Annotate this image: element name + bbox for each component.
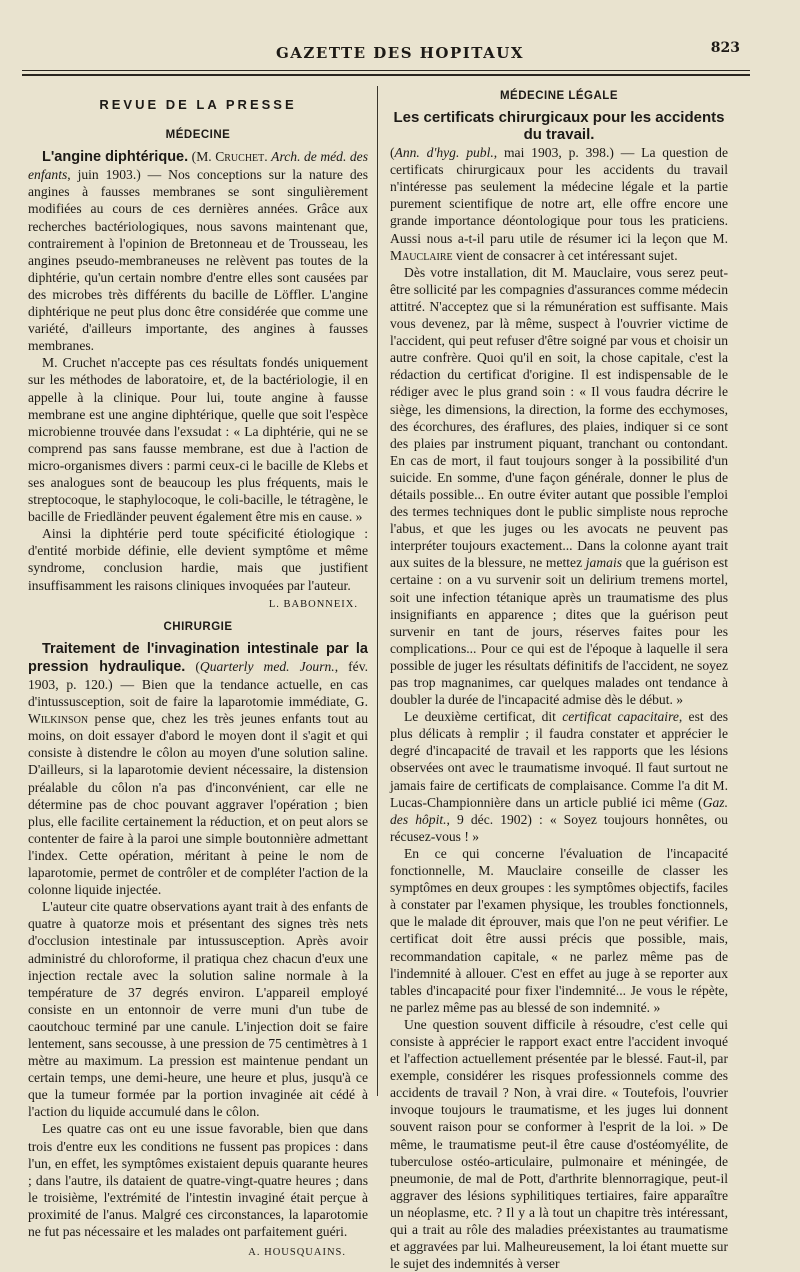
journal-cite: Quarterly med. Journ. (199, 658, 335, 674)
paragraph: Dès votre installation, dit M. Mauclaire, vous serez peut-être sollicité par les compagnies d'assurances comme médecin attitré. N'acceptez que si la rémunération est suffisante. Mais vous devenez, par là même, suspect à l'ouvrier victime de l'accident, qui peut refuser d'être soigné par vous et choisir un autre confrère. Quoi qu'il en soit, la chose capitale, c'est la rédaction du certificat d'origine. Il est indispensable de le rédiger avec le plus grand soin : « Il vous faudra décrire le siège, les dimensions, la direction, la forme des ecchymoses, des écorchures, des éraflures, des plaies, indiquer si ce sont des plaies par instrument piquant, tranchant ou contondant. En cas de mort, il faut toujours songer à la possibilité d'un suicide. En somme, d'une façon générale, donner le plus de détails possible... En outre éviter autant que possible l'emploi des termes techniques dont le public simpliste nous reproche l'abus, et que les juges ou les avocats ne peuvent pas interpréter toujours exactement... Dans la colonne ayant trait aux suites de la blessure, ne mettez jamais que la guérison est certaine : on a vu survenir soit un delirium tremens mortel, soit une infection tétanique après un traumatisme des plus insignifiants en apparence ; dites que la guérison peut survenir en tant de jours, réserves faites pour les complications... Pour ce qui est de l'époque à laquelle il sera possible de juger les résultats définitifs de l'accident, ne soyez pas trop magnanimes, car quelques malades ont tendance à doubler la durée de l'incapacité admise dès le début. » (390, 264, 729, 708)
article-invagination: Traitement de l'invagination intestinale par la pression hydraulique. (Quarterly med. Journ., fév. 1903, p. 120.) — Bien que la tendance actuelle, en cas d'intussusception, soit de faire la laparotomie immédiate, G. Wilkinson pense que, chez les très jeunes enfants tout au moins, on doit essayer d'abord le moyen dont il s'agit et qui consiste à distendre le côlon au moyen d'une solution saline. D'ailleurs, si la laparotomie devient nécessaire, la distension préalable du côlon n'a pas d'inconvénient, car elle ne détermine pas de choc pouvant aggraver l'opération ; bien plus, elle facilite certainement la réduction, et on peut alors se contenter de faire à la paroi une simple boutonnière admettant l'index. Cette opération, méritant à peine le nom de laparotomie, permet de contrôler et de compléter l'action de la colonne liquide injectée. (28, 640, 369, 898)
article-title: Les certificats chirurgicaux pour les accidents du travail. (393, 109, 725, 144)
article-title: L'angine diphtérique. (42, 149, 189, 166)
paragraph: Les quatre cas ont eu une issue favorable, bien que dans trois d'entre eux les conditions ne fussent pas propices : dans l'un, en effet, les symptômes existaient depuis quarante heures ; dans l'autre, ils dataient de quatre-vingt-quatre heures ; dans le troisième, l'extrémité de l'intestin invaginé était perçue à proximité de l'anus. Malgré ces circonstances, la laparotomie ne fut pas nécessaire et les malades ont parfaitement guéri. (28, 1121, 368, 1239)
article-angine: L'angine diphtérique. (M. Cruchet. Arch. de méd. des enfants, juin 1903.) — Nos conceptions sur la nature des angines à fausses membranes se sont singulièrement modifiées au cours de ces dernières années. Grâce aux recherches bactériologiques, nous savons maintenant que, contrairement à l'opinion de Bretonneau et de Trousseau, les angines pseudo-membraneuses ne relèvent pas toutes de la diphtérie, qu'un certain nombre d'entre elles sont causées par des microbes très différents du bacille de Löffler. L'angine diphtérique ne peut plus donc être considérée que comme une variété, d'ailleurs importante, des angines à fausses membranes. (28, 149, 369, 354)
right-column (390, 82, 728, 1272)
author-signature: L. BABONNEIX. (268, 598, 358, 610)
section-label-medecine-legale: MÉDECINE LÉGALE (499, 90, 619, 102)
paragraph: M. Cruchet n'accepte pas ces résultats fondés uniquement sur les méthodes de laboratoire, et, de la bactériologie, il en appelle à la clinique. Pour lui, toute angine à fausse membrane est une angine diphtérique, quelle que soit l'espèce microbienne trouvée dans l'exsudat : « La diphtérie, qui ne se comprend pas sans fausse membrane, est due à l'action de micro-organismes divers : parmi ceux-ci le bacille de Klebs et ses analogues sont de beaucoup les plus fréquents, mais le streptocoque, le staphylocoque, le coli-bacille, le tétragène, le bacille de Friedländer peuvent également être mis en cause. » (28, 355, 368, 525)
page-number: 823 (710, 40, 740, 56)
journal-cite: Gaz. des hôpit. (390, 794, 728, 827)
page-header-title: GAZETTE DES HOPITAUX (275, 44, 524, 62)
paragraph: L'auteur cite quatre observations ayant trait à des enfants de quatre à quatorze mois et présentant des signes très nets d'occlusion intestinale par intussusception. Après avoir administré du chloroforme, il pratiqua chez chacun d'eux une injection rectale avec la solution saline normale à la température de 37 degrés environ. L'appareil employé consiste en un entonnoir de verre muni d'un tube de caoutchouc terminé par une canule. L'injection doit se faire lentement, sans secousse, à une pression de 75 centimètres à 1 mètre au maximum. La pression est maintenue pendant un certain temps, une demi-heure, une heure et plus, jusqu'à ce que la tumeur formée par la portion invaginée ait cédé à l'action du liquide accumulé dans le côlon. (28, 899, 368, 1120)
paragraph: Nos conceptions sur la nature des angines à fausses membranes se sont singulièrement modifiées au cours de ces dernières années. Grâce aux recherches bactériologiques, nous savons maintenant que, contrairement à l'opinion de Bretonneau et de Trousseau, les angines pseudo-membraneuses ne relèvent pas toutes de la diphtérie, qu'un certain nombre d'entre elles sont causées par des microbes très différents du bacille de Löffler. L'angine diphtérique ne peut plus donc être considérée que comme une variété, d'ailleurs importante, des angines à fausses membranes. (28, 167, 368, 354)
section-label-medecine: MÉDECINE (165, 129, 231, 142)
journal-cite: Ann. d'hyg. publ. (394, 145, 494, 161)
author-name: Mauclaire (390, 247, 453, 263)
author-name: Cruchet (215, 149, 265, 165)
author-signature: A. HOUSQUAINS. (248, 1247, 346, 1259)
column-divider (377, 86, 378, 1096)
revue-title: REVUE DE LA PRESSE (99, 97, 297, 112)
left-column (28, 82, 368, 1261)
paragraph: Ainsi la diphtérie perd toute spécificité étiologique : d'entité morbide définie, elle devient symptôme et même syndrome, conclusion hardie, mais que justifient insuffisamment les raisons cliniques invoquées par l'auteur. (28, 526, 368, 593)
header-rule-thin (22, 70, 750, 71)
header-rule-thick (22, 74, 750, 76)
section-label-chirurgie: CHIRURGIE (163, 620, 233, 633)
author-name: Wilkinson (28, 711, 89, 727)
article-title: Traitement de l'invagination intestinale par la pression hydraulique. (28, 640, 368, 675)
journal-cite: Arch. de méd. des enfants (28, 149, 369, 183)
paragraph: Le deuxième certificat, dit certificat capacitaire, est des plus délicats à remplir ; il faudra constater et apprécier le degré d'incapacité de travail et les rapports que les lésions observées ont avec le traumatisme invoqué. Il faut surtout ne jamais faire de certificats de complaisance. Comme l'a dit M. Lucas-Championnière dans un article publié ici même (Gaz. des hôpit., 9 déc. 1902) : « Soyez toujours honnêtes, ou récusez-vous ! » (390, 709, 729, 844)
paragraph: Une question souvent difficile à résoudre, c'est celle qui consiste à apprécier le rapport exact entre l'accident invoqué et l'affection actuellement présentée par le blessé. Faut-il, par exemple, considérer les risques professionnels comme des accidents de travail ? Non, à vrai dire. « Toutefois, l'ouvrier invoque toujours le traumatisme, et les juges lui donnent souvent raison pour se conformer à l'esprit de la loi. » De même, le traumatisme peut-il être cause d'ostéomyélite, de tuberculose ostéo-articulaire, pulmonaire et méningée, de pneumonie, de mal de Pott, d'arthrite blennorragique, peut-il aggraver des lésions syphilitiques tertiaires, faire apparaître un néoplasme, etc. ? Il y a là tout un chapitre très intéressant, qui a trait au rôle des maladies préexistantes au traumatisme et aggravées par lui. Malheureusement, la loi étant muette sur le sujet des indemnités à verser (390, 1016, 728, 1272)
paragraph: En ce qui concerne l'évaluation de l'incapacité fonctionnelle, M. Mauclaire conseille de classer les symptômes en deux groupes : les symptômes objectifs, faciles à constater par l'examen physique, les troubles fonctionnels, que le malade dit éprouver, mais que l'on ne peut vérifier. Le certificat doit être aussi précis que possible, mais, recommandation capitale, « ne parlez même pas de l'indemnité à allouer. C'est en effet au juge à se reporter aux tables d'incapacité pour fixer l'indemnité... Je vous le répète, ne parlez même pas au blessé de son indemnité. » (390, 845, 728, 1015)
article-certificats: (Ann. d'hyg. publ., mai 1903, p. 398.) — La question de certificats chirurgicaux pour les accidents du travail n'intéresse pas seulement la médecine légale et la partie purement scientifique de notre art, elle offre encore une grande importance déontologique pour tous les praticiens. Aussi nous a-t-il paru utile de résumer ici la leçon que M. Mauclaire vient de consacrer à cet intéressant sujet. (390, 145, 729, 263)
